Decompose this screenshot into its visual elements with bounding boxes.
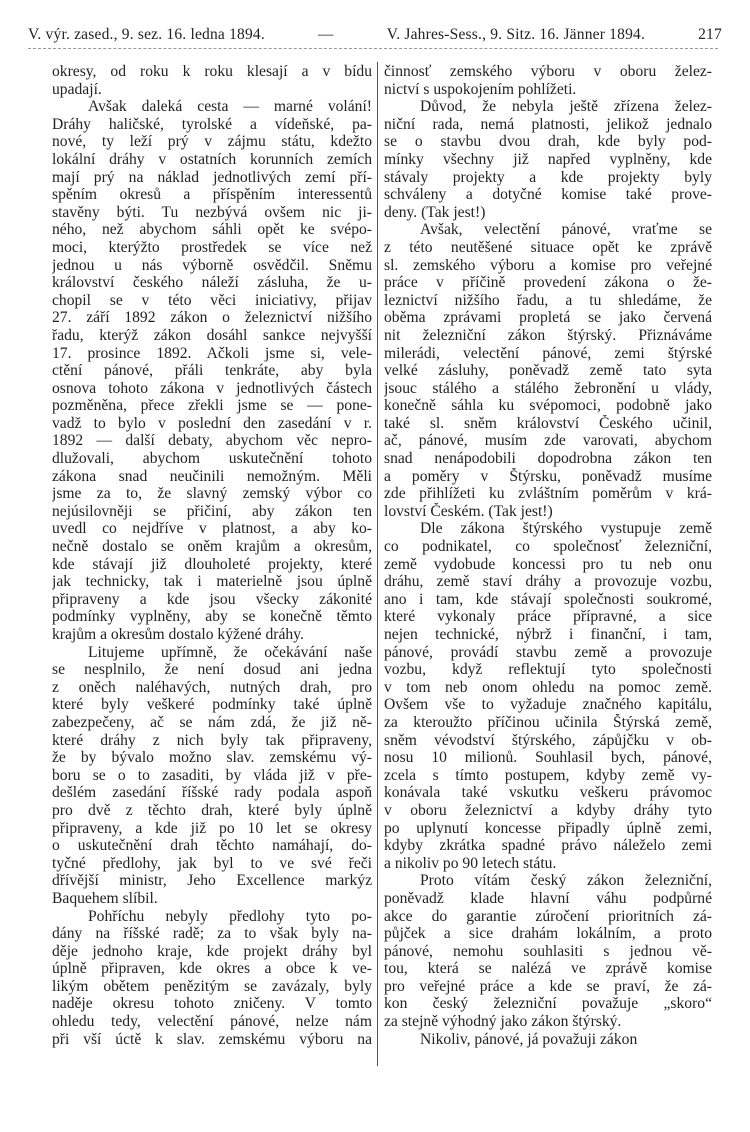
text-line: Nikoliv, pánové, já považuji zákon — [420, 1030, 638, 1048]
text-line: konávala také vskutku veškeru právomoc — [384, 784, 712, 802]
header-german: V. Jahres-Sess., 9. Sitz. 16. Jänner 1894. — [386, 26, 646, 43]
text-line: ohledu tedy, velectění pánové, nelze nám — [52, 1013, 372, 1031]
text-line: likým obětem penězitým se zavázaly, byly — [52, 977, 372, 995]
paragraph — [384, 221, 712, 520]
paragraph — [384, 872, 712, 1030]
text-line: konečně sáhla ku svépomoci, podobně jako — [384, 397, 712, 415]
text-line: připraveny, a kde již po 10 let se okresy — [52, 819, 372, 837]
text-line: děje jednoho kraje, kde projekt dráhy byl — [52, 942, 372, 960]
text-line: pánové, provádí stavbu země a provozuje — [384, 643, 712, 661]
text-line: z této neutěšené situace opět ke zprávě — [384, 238, 712, 256]
text-line: při vší úctě k slav. zemskému výboru na — [52, 1030, 372, 1048]
text-line: uvedl co nejdříve v platnost, a aby ko- — [52, 520, 372, 538]
text-line: moci, kterýžto prostředek se více než — [52, 238, 372, 256]
text-line: kde stávají již dlouholeté projekty, které — [52, 555, 372, 573]
text-line: niční rada, nemá platnosti, jelikož jednalo — [384, 115, 712, 133]
text-line: pánové, nemohu souhlasiti s jednou vě- — [384, 942, 712, 960]
text-line: krajům a okresům dostalo kýžené dráhy. — [52, 626, 304, 643]
text-line: vozbu, když reflektují tyto společnosti — [384, 661, 712, 679]
text-line: 1892 — další debaty, abychom věc nepro- — [52, 432, 372, 450]
text-line: úplně připraven, kde okres a obce k ve- — [52, 960, 372, 978]
text-line: tou, která se nalézá ve zprávě komise — [384, 960, 712, 978]
text-line: které byly veškeré podmínky také úplně — [52, 696, 372, 714]
running-header — [28, 26, 722, 44]
paragraph — [384, 98, 712, 221]
text-line: které dráhy z nich byly tak připraveny, — [52, 731, 372, 749]
text-line: naděje okresu tohoto zničeny. V tomto — [52, 995, 372, 1013]
text-line: Avšak, velectění pánové, vraťme se — [420, 221, 712, 239]
text-line: za kteroužto příčinou učinila Štýrská země, — [384, 713, 712, 731]
text-line: jsouc stálého a stálého žebronění u vlády, — [384, 379, 712, 397]
text-line: kon český železniční považuje „skoro“ — [384, 995, 712, 1013]
text-line: zcela s tímto postupem, kdyby země vy- — [384, 766, 712, 784]
text-line: akce do garantie zúročení prioritních zá- — [384, 907, 712, 925]
paragraph — [384, 63, 712, 98]
text-line: jednou u nás výborně osvědčil. Sněmu — [52, 256, 372, 274]
text-line: jsme za to, že slavný zemský výbor co — [52, 485, 372, 503]
text-line: ného, než abychom sáhli opět ke svépo- — [52, 221, 372, 239]
right-column — [384, 63, 712, 1048]
text-line: za stejně výhodný jako zákon štýrský. — [384, 1013, 622, 1031]
header-dash: — — [318, 26, 334, 43]
text-line: lokální dráhy v ostatních korunních zemích — [52, 150, 372, 168]
text-line: stávaly projekty a kde projekty byly — [384, 168, 712, 186]
paragraph — [384, 520, 712, 872]
text-line: Proto vítám český zákon železniční, — [420, 872, 712, 890]
text-line: upadají. — [52, 80, 102, 98]
text-line: připraveny a kde jsou všecky zákonité — [52, 590, 372, 608]
text-line: Ovšem vše to vyžaduje značného kapitálu, — [384, 696, 712, 714]
text-line: království českého náleží zásluha, že u- — [52, 274, 372, 292]
text-line: z oněch naléhavých, nutných drah, pro — [52, 678, 372, 696]
text-line: Litujeme upřímně, že očekávání naše — [88, 643, 372, 661]
text-line: podmínky vyplněny, aby se konečně těmto — [52, 608, 372, 626]
paragraph — [52, 908, 372, 1049]
text-line: že by bývalo možno slav. zemskému vý- — [52, 749, 372, 767]
text-line: velké zásluhy, poněvadž země tato syta — [384, 362, 712, 380]
text-line: lovství Českém. (Tak jest!) — [384, 502, 553, 520]
text-line: řadu, kterýž zákon dosáhl sankce nejvyšší — [52, 326, 372, 344]
text-line: tyčné předlohy, jak byl to ve své řeči — [52, 854, 372, 872]
text-line: nit železniční zákon štýrský. Přiznáváme — [384, 326, 712, 344]
text-line: práce v příčině provedení zákona o že- — [384, 274, 712, 292]
text-line: pozměněna, přece zřekli jsme se — pone- — [52, 397, 372, 415]
text-line: ctění pánové, přáli tenkráte, aby byla — [52, 362, 372, 380]
text-line: v oboru železnictví a kdyby dráhy tyto — [384, 801, 712, 819]
text-line: Důvod, že nebyla ještě zřízena želez- — [420, 98, 712, 116]
text-line: nečně dostalo se oněm krajům a okresům, — [52, 538, 372, 556]
text-line: sněm vévodství štýrského, zápůjčku v ob- — [384, 731, 712, 749]
text-line: chopil se v této věci iniciativy, přijav — [52, 291, 372, 309]
text-line: jak technicky, tak i materielně jsou úplně — [52, 573, 372, 591]
text-line: ano i tam, kde stávají společnosti soukromé, — [384, 590, 712, 608]
text-line: 17. prosince 1892. Ačkoli jsme si, vele- — [52, 344, 372, 362]
text-line: dešlém zasedání říšské rady podala aspoň — [52, 784, 372, 802]
column-divider — [377, 62, 378, 1066]
text-line: dlužovali, abychom uskutečnění tohoto — [52, 450, 372, 468]
text-line: země vydobude koncessi pro tu neb onu — [384, 555, 712, 573]
text-line: dřívější ministr, Jeho Excellence markýz — [52, 872, 372, 890]
text-line: mínky všechny již napřed vyplněny, kde — [384, 150, 712, 168]
text-line: kdyby zkrátka spadné právo náleželo zemi — [384, 837, 712, 855]
text-line: se nesplnilo, že není dosud ani jedna — [52, 661, 372, 679]
text-line: co podnikatel, co společnosť železniční, — [384, 538, 712, 556]
text-line: deny. (Tak jest!) — [384, 203, 486, 221]
text-line: Pohříchu nebyly předlohy tyto po- — [88, 907, 372, 925]
text-line: poněvadž klade hlavní váhu podpůrné — [384, 889, 712, 907]
header-czech: V. výr. zased., 9. sez. 16. ledna 1894. — [28, 26, 265, 43]
left-column — [52, 63, 372, 1048]
text-line: spěním okresů a příspěním interessentů — [52, 186, 372, 204]
text-line: které vykonaly práce přípravné, a sice — [384, 608, 712, 626]
text-line: okresy, od roku k roku klesají a v bídu — [52, 63, 372, 80]
text-line: milerádi, velectění pánové, zemi štýrské — [384, 344, 712, 362]
text-line: v tom neb onom ohledu na pomoc země. — [384, 678, 712, 696]
text-line: nictví s uspokojením pohlížeti. — [384, 80, 577, 98]
text-line: pro veřejné práce a kde se praví, že zá- — [384, 977, 712, 995]
text-line: dráhu, země staví dráhy a provozuje vozbu, — [384, 573, 712, 591]
paragraph — [52, 98, 372, 643]
text-line: po uplynutí koncesse připadly úplně zemi, — [384, 819, 712, 837]
text-line: pro dvě z těchto drah, které byly úplně — [52, 801, 372, 819]
text-line: dány na říšské radě; za to však byly na- — [52, 925, 372, 943]
text-line: také sl. sněm království Českého učinil, — [384, 414, 712, 432]
paragraph — [52, 644, 372, 908]
text-line: a poměry v Štýrsku, poněvadž musíme — [384, 467, 712, 485]
text-line: leznictví nižšího řadu, a tu shledáme, že — [384, 291, 712, 309]
text-line: oběma zprávami propletá se jako červená — [384, 309, 712, 327]
text-line: nosu 10 milionů. Souhlasil bych, pánové, — [384, 749, 712, 767]
text-line: nejen technické, nýbrž i finanční, i tam, — [384, 626, 712, 643]
paragraph — [384, 1031, 712, 1049]
text-line: o uskutečnění drah těchto namáhají, do- — [52, 837, 372, 855]
text-line: osnova tohoto zákona v jednotlivých částech — [52, 379, 372, 397]
text-line: schváleny a dotyčné komise také prove- — [384, 186, 712, 204]
header-rule — [28, 48, 718, 49]
text-line: zákona snad neučinili nemožným. Měli — [52, 467, 372, 485]
text-line: zabezpečeny, ač se nám zdá, že již ně- — [52, 713, 372, 731]
text-line: nejúsilovněji se přičiní, aby zákon ten — [52, 502, 372, 520]
text-line: sl. zemského výboru a komise pro veřejné — [384, 256, 712, 274]
text-line: půjček a sice drahám lokálním, a proto — [384, 925, 712, 943]
text-line: Avšak daleká cesta — marné volání! — [88, 98, 372, 116]
text-line: Dráhy haličské, tyrolské a vídeňské, pa- — [52, 115, 372, 133]
page-number: 217 — [698, 26, 722, 43]
text-line: boru se o to zasaditi, by vláda již v pře- — [52, 766, 372, 784]
text-line: stavěny býti. Tu nezbývá ovšem nic ji- — [52, 203, 372, 221]
text-line: zde přihlížeti ku zvláštním poměrům v krá- — [384, 485, 712, 503]
text-line: Baquehem slíbil. — [52, 889, 158, 907]
text-line: 27. září 1892 zákon o železnictví nižšího — [52, 309, 372, 327]
text-line: Dle zákona štýrského vystupuje země — [420, 520, 712, 538]
text-line: snad nenápodobili dopodrobna zákon ten — [384, 450, 712, 468]
text-line: mají prý na náklad jednotlivých zemí pří- — [52, 168, 372, 186]
text-line: vadž to bylo v poslední den zasedání v r. — [52, 414, 372, 432]
text-line: se o stavbu dvou drah, kde byly pod- — [384, 133, 712, 151]
text-line: ač, pánové, musím zde varovati, abychom — [384, 432, 712, 450]
text-line: nové, ty leží prý v zájmu státu, kdežto — [52, 133, 372, 151]
paragraph — [52, 63, 372, 98]
text-line: činnosť zemského výboru v oboru želez- — [384, 63, 712, 80]
text-line: a nikoliv po 90 letech státu. — [384, 854, 557, 872]
